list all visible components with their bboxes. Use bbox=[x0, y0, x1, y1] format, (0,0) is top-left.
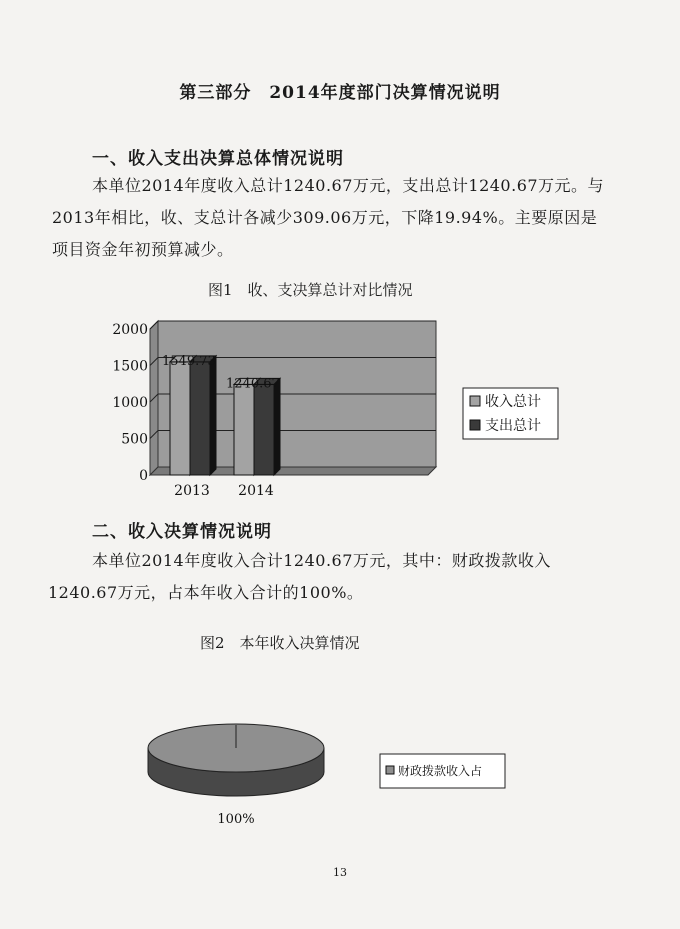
x-category-label: 2014 bbox=[238, 483, 274, 499]
figure1-caption: 图1 收、支决算总计对比情况 bbox=[208, 281, 413, 299]
x-category-label: 2013 bbox=[174, 483, 210, 499]
y-tick-label: 2000 bbox=[112, 322, 148, 338]
section1-line-3: 项目资金年初预算减少。 bbox=[52, 240, 234, 259]
section-title: 第三部分 2014年度部门决算情况说明 bbox=[179, 83, 501, 103]
legend-swatch bbox=[470, 420, 480, 430]
page-number: 13 bbox=[333, 866, 347, 879]
figure2-caption: 图2 本年收入决算情况 bbox=[200, 634, 360, 652]
pie-chart bbox=[140, 720, 540, 830]
legend-label: 财政拨款收入占 bbox=[398, 764, 483, 778]
section1-line-1: 本单位2014年度收入总计1240.67万元，支出总计1240.67万元。与 bbox=[92, 176, 605, 195]
data-label: 1240.67 bbox=[226, 376, 280, 392]
bar-side bbox=[274, 378, 280, 475]
section2-heading: 二、收入决算情况说明 bbox=[92, 522, 272, 542]
section2-line-1: 本单位2014年度收入合计1240.67万元，其中：财政拨款收入 bbox=[92, 551, 551, 570]
y-tick-label: 500 bbox=[121, 431, 148, 448]
y-tick-label: 0 bbox=[139, 468, 148, 484]
data-label: 1549.73 bbox=[162, 353, 216, 369]
y-tick-label: 1500 bbox=[112, 358, 148, 375]
section1-heading: 一、收入支出决算总体情况说明 bbox=[92, 149, 344, 169]
legend-swatch bbox=[470, 396, 480, 406]
y-tick-label: 1000 bbox=[112, 395, 148, 411]
bar-chart bbox=[110, 315, 570, 505]
bar-side bbox=[210, 356, 216, 475]
bar bbox=[234, 384, 254, 475]
section2-line-2: 1240.67万元，占本年收入合计的100%。 bbox=[48, 583, 364, 602]
section1-line-2: 2013年相比，收、支总计各减少309.06万元，下降19.94%。主要原因是 bbox=[52, 208, 598, 227]
pie-data-label: 100% bbox=[217, 812, 255, 827]
legend-swatch bbox=[386, 766, 394, 774]
bar bbox=[170, 362, 190, 475]
bar bbox=[254, 384, 274, 475]
legend-label: 收入总计 bbox=[485, 394, 541, 410]
legend-label: 支出总计 bbox=[485, 418, 541, 434]
bar bbox=[190, 362, 210, 475]
